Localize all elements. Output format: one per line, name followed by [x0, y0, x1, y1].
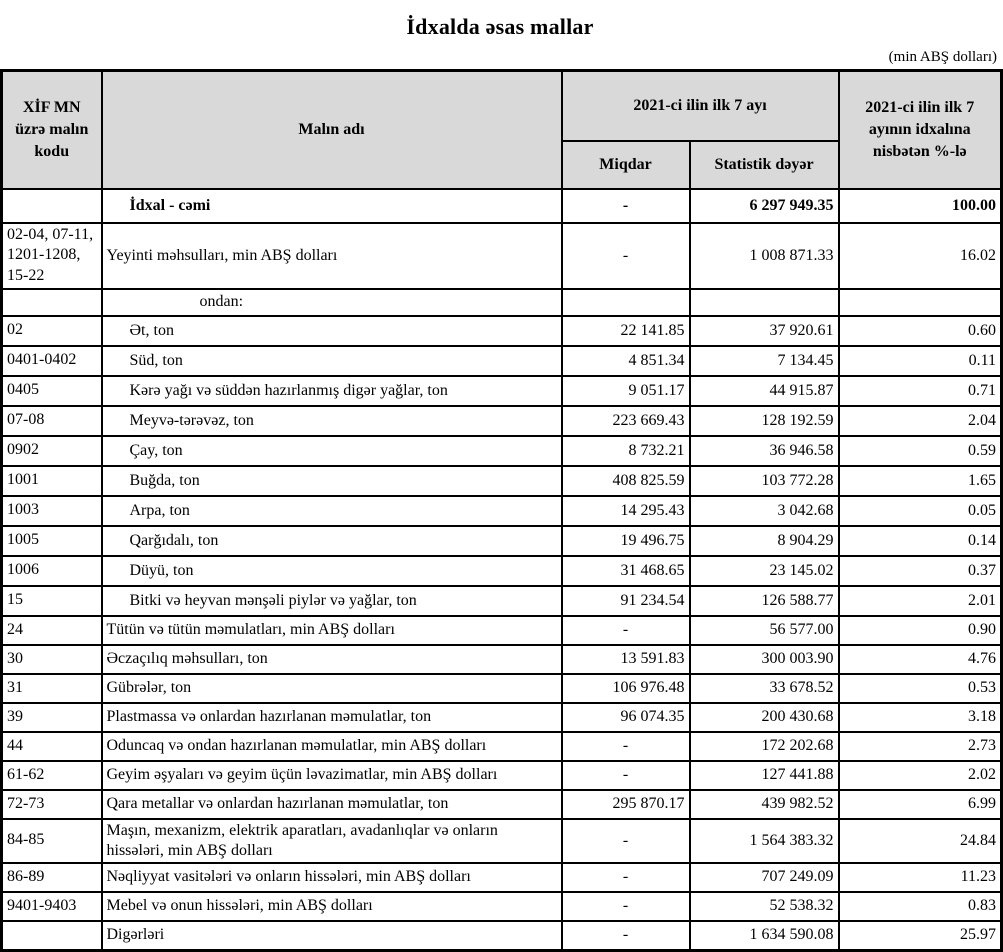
quantity-cell: 91 234.54 — [562, 586, 690, 616]
quantity-cell: 96 074.35 — [562, 703, 690, 732]
percent-cell: 16.02 — [839, 223, 1002, 289]
quantity-cell: - — [562, 223, 690, 289]
value-cell: 300 003.90 — [690, 645, 839, 674]
percent-cell: 6.99 — [839, 790, 1002, 819]
name-cell: ondan: — [102, 289, 562, 316]
percent-cell: 100.00 — [839, 189, 1002, 223]
name-cell: Digərləri — [102, 921, 562, 951]
table-row — [2, 289, 1002, 316]
percent-cell: 0.60 — [839, 316, 1002, 346]
header-code: XİF MN üzrə malın kodu — [2, 71, 102, 189]
quantity-cell — [562, 289, 690, 316]
table-row — [2, 863, 1002, 892]
header-percent: 2021-ci ilin ilk 7 ayının idxalına nisbətən %-lə — [839, 71, 1002, 189]
value-cell: 439 982.52 — [690, 790, 839, 819]
name-cell: Tütün və tütün məmulatları, min ABŞ dolları — [102, 616, 562, 645]
name-cell: İdxal - cəmi — [102, 189, 562, 223]
value-cell: 44 915.87 — [690, 376, 839, 406]
quantity-cell: - — [562, 819, 690, 863]
code-cell: 07-08 — [2, 406, 102, 436]
percent-cell: 0.71 — [839, 376, 1002, 406]
percent-cell — [839, 289, 1002, 316]
value-cell: 1 564 383.32 — [690, 819, 839, 863]
table-row — [2, 406, 1002, 436]
name-cell: Arpa, ton — [102, 496, 562, 526]
header-name: Malın adı — [102, 71, 562, 189]
table-row — [2, 346, 1002, 376]
table-header — [2, 71, 1002, 189]
table-row — [2, 223, 1002, 289]
value-cell: 1 634 590.08 — [690, 921, 839, 951]
code-cell: 0401-0402 — [2, 346, 102, 376]
table-row — [2, 586, 1002, 616]
percent-cell: 0.14 — [839, 526, 1002, 556]
table-row — [2, 316, 1002, 346]
table-row — [2, 761, 1002, 790]
quantity-cell: - — [562, 761, 690, 790]
name-cell: Bitki və heyvan mənşəli piylər və yağlar, ton — [102, 586, 562, 616]
percent-cell: 24.84 — [839, 819, 1002, 863]
quantity-cell: 408 825.59 — [562, 466, 690, 496]
value-cell: 23 145.02 — [690, 556, 839, 586]
code-cell: 86-89 — [2, 863, 102, 892]
table-row — [2, 466, 1002, 496]
table-row — [2, 674, 1002, 703]
percent-cell: 2.02 — [839, 761, 1002, 790]
code-cell: 1003 — [2, 496, 102, 526]
percent-cell: 0.83 — [839, 892, 1002, 921]
code-cell: 44 — [2, 732, 102, 761]
quantity-cell: 106 976.48 — [562, 674, 690, 703]
value-cell: 33 678.52 — [690, 674, 839, 703]
value-cell: 8 904.29 — [690, 526, 839, 556]
table-body — [2, 189, 1002, 951]
table-row — [2, 376, 1002, 406]
percent-cell: 0.37 — [839, 556, 1002, 586]
imports-table — [0, 69, 1003, 952]
table-row — [2, 645, 1002, 674]
name-cell: Plastmassa və onlardan hazırlanan məmulatlar, ton — [102, 703, 562, 732]
name-cell: Gübrələr, ton — [102, 674, 562, 703]
name-cell: Geyim əşyaları və geyim üçün ləvazimatlar, min ABŞ dolları — [102, 761, 562, 790]
value-cell: 707 249.09 — [690, 863, 839, 892]
percent-cell: 2.73 — [839, 732, 1002, 761]
percent-cell: 0.53 — [839, 674, 1002, 703]
name-cell: Ət, ton — [102, 316, 562, 346]
code-cell: 31 — [2, 674, 102, 703]
name-cell: Süd, ton — [102, 346, 562, 376]
table-row — [2, 526, 1002, 556]
quantity-cell: 22 141.85 — [562, 316, 690, 346]
value-cell: 6 297 949.35 — [690, 189, 839, 223]
value-cell: 126 588.77 — [690, 586, 839, 616]
percent-cell: 0.11 — [839, 346, 1002, 376]
code-cell: 61-62 — [2, 761, 102, 790]
value-cell: 37 920.61 — [690, 316, 839, 346]
header-period-group: 2021-ci ilin ilk 7 ayı — [562, 71, 839, 141]
header-quantity: Miqdar — [562, 141, 690, 189]
quantity-cell: 8 732.21 — [562, 436, 690, 466]
name-cell: Mebel və onun hissələri, min ABŞ dolları — [102, 892, 562, 921]
percent-cell: 2.01 — [839, 586, 1002, 616]
value-cell: 127 441.88 — [690, 761, 839, 790]
name-cell: Əczaçılıq məhsulları, ton — [102, 645, 562, 674]
percent-cell: 1.65 — [839, 466, 1002, 496]
code-cell: 1001 — [2, 466, 102, 496]
code-cell — [2, 289, 102, 316]
quantity-cell: 14 295.43 — [562, 496, 690, 526]
quantity-cell: - — [562, 189, 690, 223]
quantity-cell: - — [562, 892, 690, 921]
code-cell — [2, 921, 102, 951]
percent-cell: 3.18 — [839, 703, 1002, 732]
table-row — [2, 732, 1002, 761]
value-cell: 7 134.45 — [690, 346, 839, 376]
value-cell: 3 042.68 — [690, 496, 839, 526]
code-cell — [2, 189, 102, 223]
code-cell: 0405 — [2, 376, 102, 406]
table-row — [2, 819, 1002, 863]
table-row — [2, 496, 1002, 526]
name-cell: Meyvə-tərəvəz, ton — [102, 406, 562, 436]
quantity-cell: - — [562, 921, 690, 951]
name-cell: Çay, ton — [102, 436, 562, 466]
table-row — [2, 616, 1002, 645]
percent-cell: 2.04 — [839, 406, 1002, 436]
name-cell: Nəqliyyat vasitələri və onların hissələri, min ABŞ dolları — [102, 863, 562, 892]
value-cell: 103 772.28 — [690, 466, 839, 496]
quantity-cell: - — [562, 616, 690, 645]
percent-cell: 0.05 — [839, 496, 1002, 526]
code-cell: 02 — [2, 316, 102, 346]
table-row — [2, 703, 1002, 732]
table-row — [2, 790, 1002, 819]
code-cell: 39 — [2, 703, 102, 732]
value-cell: 52 538.32 — [690, 892, 839, 921]
name-cell: Maşın, mexanizm, elektrik aparatları, avadanlıqlar və onların hissələri, min ABŞ dolları — [102, 819, 562, 863]
code-cell: 24 — [2, 616, 102, 645]
code-cell: 30 — [2, 645, 102, 674]
percent-cell: 4.76 — [839, 645, 1002, 674]
value-cell: 1 008 871.33 — [690, 223, 839, 289]
name-cell: Buğda, ton — [102, 466, 562, 496]
value-cell — [690, 289, 839, 316]
quantity-cell: 19 496.75 — [562, 526, 690, 556]
percent-cell: 0.90 — [839, 616, 1002, 645]
page-title: İdxalda əsas mallar — [406, 14, 594, 39]
quantity-cell: 4 851.34 — [562, 346, 690, 376]
quantity-cell: 13 591.83 — [562, 645, 690, 674]
unit-note: (min ABŞ dolları) — [888, 49, 997, 65]
table-row — [2, 189, 1002, 223]
percent-cell: 11.23 — [839, 863, 1002, 892]
percent-cell: 25.97 — [839, 921, 1002, 951]
value-cell: 128 192.59 — [690, 406, 839, 436]
quantity-cell: 31 468.65 — [562, 556, 690, 586]
code-cell: 1005 — [2, 526, 102, 556]
quantity-cell: - — [562, 732, 690, 761]
name-cell: Kərə yağı və süddən hazırlanmış digər yağlar, ton — [102, 376, 562, 406]
code-cell: 02-04, 07-11, 1201-1208, 15-22 — [2, 223, 102, 289]
code-cell: 84-85 — [2, 819, 102, 863]
value-cell: 56 577.00 — [690, 616, 839, 645]
name-cell: Düyü, ton — [102, 556, 562, 586]
quantity-cell: 223 669.43 — [562, 406, 690, 436]
table-row — [2, 436, 1002, 466]
percent-cell: 0.59 — [839, 436, 1002, 466]
header-stat-value: Statistik dəyər — [690, 141, 839, 189]
code-cell: 0902 — [2, 436, 102, 466]
name-cell: Qarğıdalı, ton — [102, 526, 562, 556]
code-cell: 15 — [2, 586, 102, 616]
quantity-cell: 9 051.17 — [562, 376, 690, 406]
name-cell: Qara metallar və onlardan hazırlanan məmulatlar, ton — [102, 790, 562, 819]
value-cell: 36 946.58 — [690, 436, 839, 466]
code-cell: 1006 — [2, 556, 102, 586]
name-cell: Yeyinti məhsulları, min ABŞ dolları — [102, 223, 562, 289]
value-cell: 172 202.68 — [690, 732, 839, 761]
quantity-cell: 295 870.17 — [562, 790, 690, 819]
table-row — [2, 556, 1002, 586]
table-row — [2, 892, 1002, 921]
name-cell: Oduncaq və ondan hazırlanan məmulatlar, min ABŞ dolları — [102, 732, 562, 761]
code-cell: 9401-9403 — [2, 892, 102, 921]
table-row — [2, 921, 1002, 951]
value-cell: 200 430.68 — [690, 703, 839, 732]
code-cell: 72-73 — [2, 790, 102, 819]
quantity-cell: - — [562, 863, 690, 892]
